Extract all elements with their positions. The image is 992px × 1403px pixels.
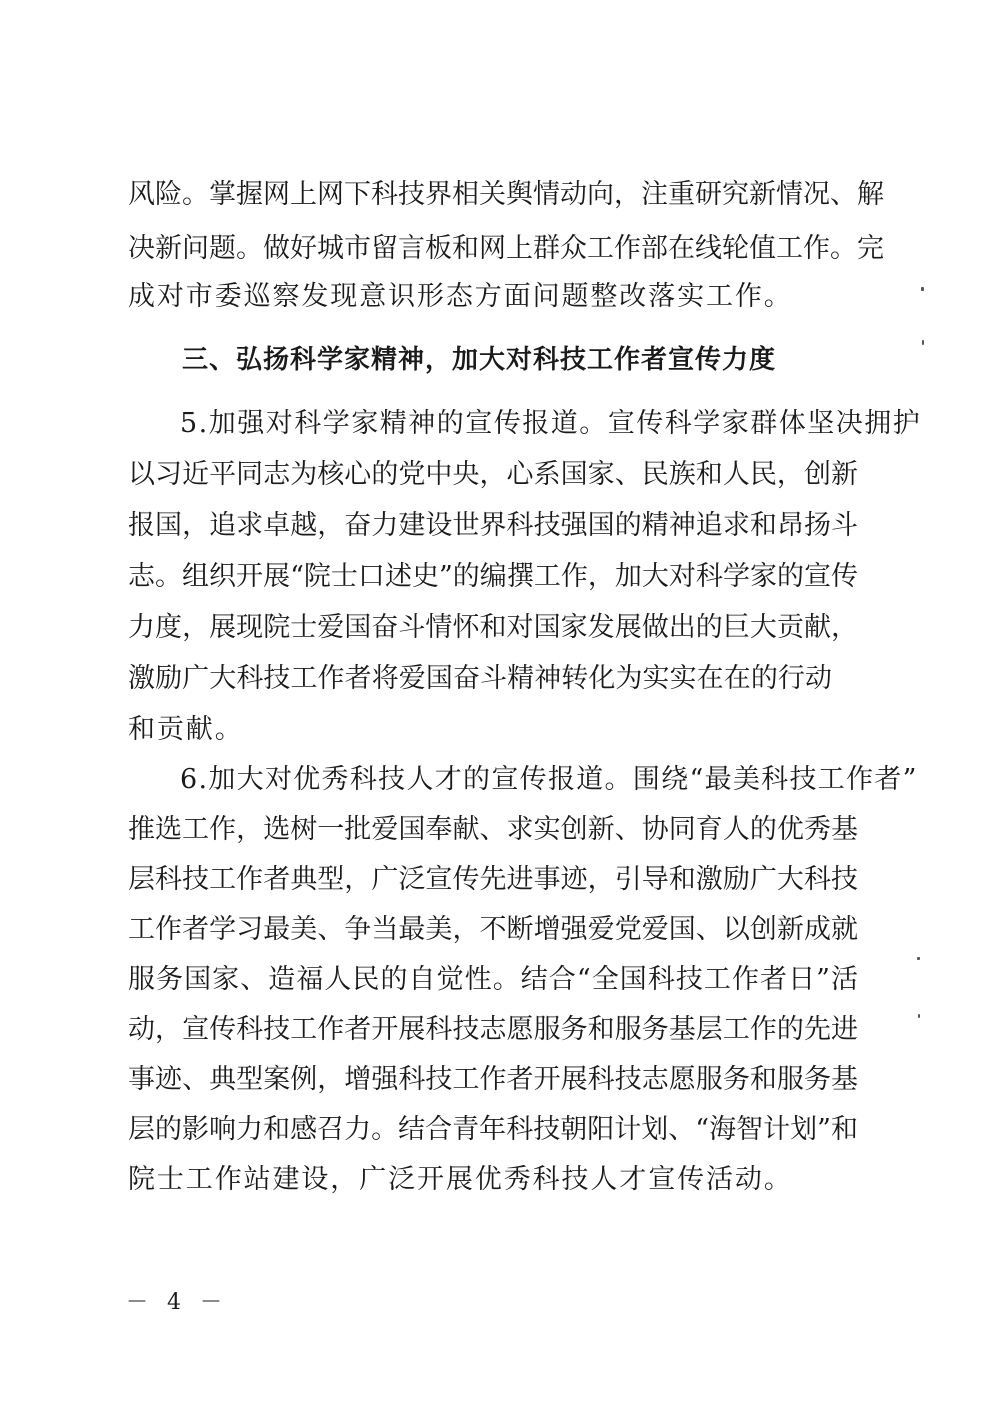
body-line: 志。组织开展“院士口述史”的编撰工作，加大对科学家的宣传	[128, 561, 858, 592]
body-line: 工作者学习最美、争当最美，不断增强爱党爱国、以创新成就	[128, 914, 858, 945]
body-line: 事迹、典型案例，增强科技工作者开展科技志愿服务和服务基	[128, 1064, 858, 1095]
body-line: 决新问题。做好城市留言板和网上群众工作部在线轮值工作。完	[128, 233, 884, 264]
item-6-first-line: 6.加大对优秀科技人才的宣传报道。围绕“最美科技工作者”	[180, 764, 918, 795]
scan-speck	[918, 1014, 920, 1018]
item-5-first-line: 5.加强对科学家精神的宣传报道。宣传科学家群体坚决拥护	[180, 408, 922, 439]
body-line: 激励广大科技工作者将爱国奋斗精神转化为实实在在的行动	[128, 663, 832, 694]
body-line: 推选工作，选树一批爱国奉献、求实创新、协同育人的优秀基	[128, 814, 858, 845]
scan-speck	[922, 340, 924, 345]
body-line: 层科技工作者典型，广泛宣传先进事迹，引导和激励广大科技	[128, 864, 858, 895]
body-line: 层的影响力和感召力。结合青年科技朝阳计划、“海智计划”和	[128, 1114, 858, 1145]
body-line: 动，宣传科技工作者开展科技志愿服务和服务基层工作的先进	[128, 1014, 858, 1045]
body-line: 和贡献。	[128, 714, 244, 745]
body-line: 院士工作站建设，广泛开展优秀科技人才宣传活动。	[128, 1164, 793, 1195]
body-line: 成对市委巡察发现意识形态方面问题整改落实工作。	[128, 281, 793, 312]
scan-speck	[917, 957, 920, 960]
body-line: 服务国家、造福人民的自觉性。结合“全国科技工作者日”活	[128, 964, 858, 995]
body-line: 风险。掌握网上网下科技界相关舆情动向，注重研究新情况、解	[128, 179, 884, 210]
body-line: 以习近平同志为核心的党中央，心系国家、民族和人民，创新	[128, 459, 858, 490]
body-line: 力度，展现院士爱国奋斗情怀和对国家发展做出的巨大贡献，	[128, 612, 858, 643]
section-heading: 三、弘扬科学家精神，加大对科技工作者宣传力度	[182, 345, 777, 375]
body-line: 报国，追求卓越，奋力建设世界科技强国的精神追求和昂扬斗	[128, 510, 858, 541]
scan-speck	[921, 287, 924, 291]
page-number: － 4 －	[126, 1290, 228, 1315]
